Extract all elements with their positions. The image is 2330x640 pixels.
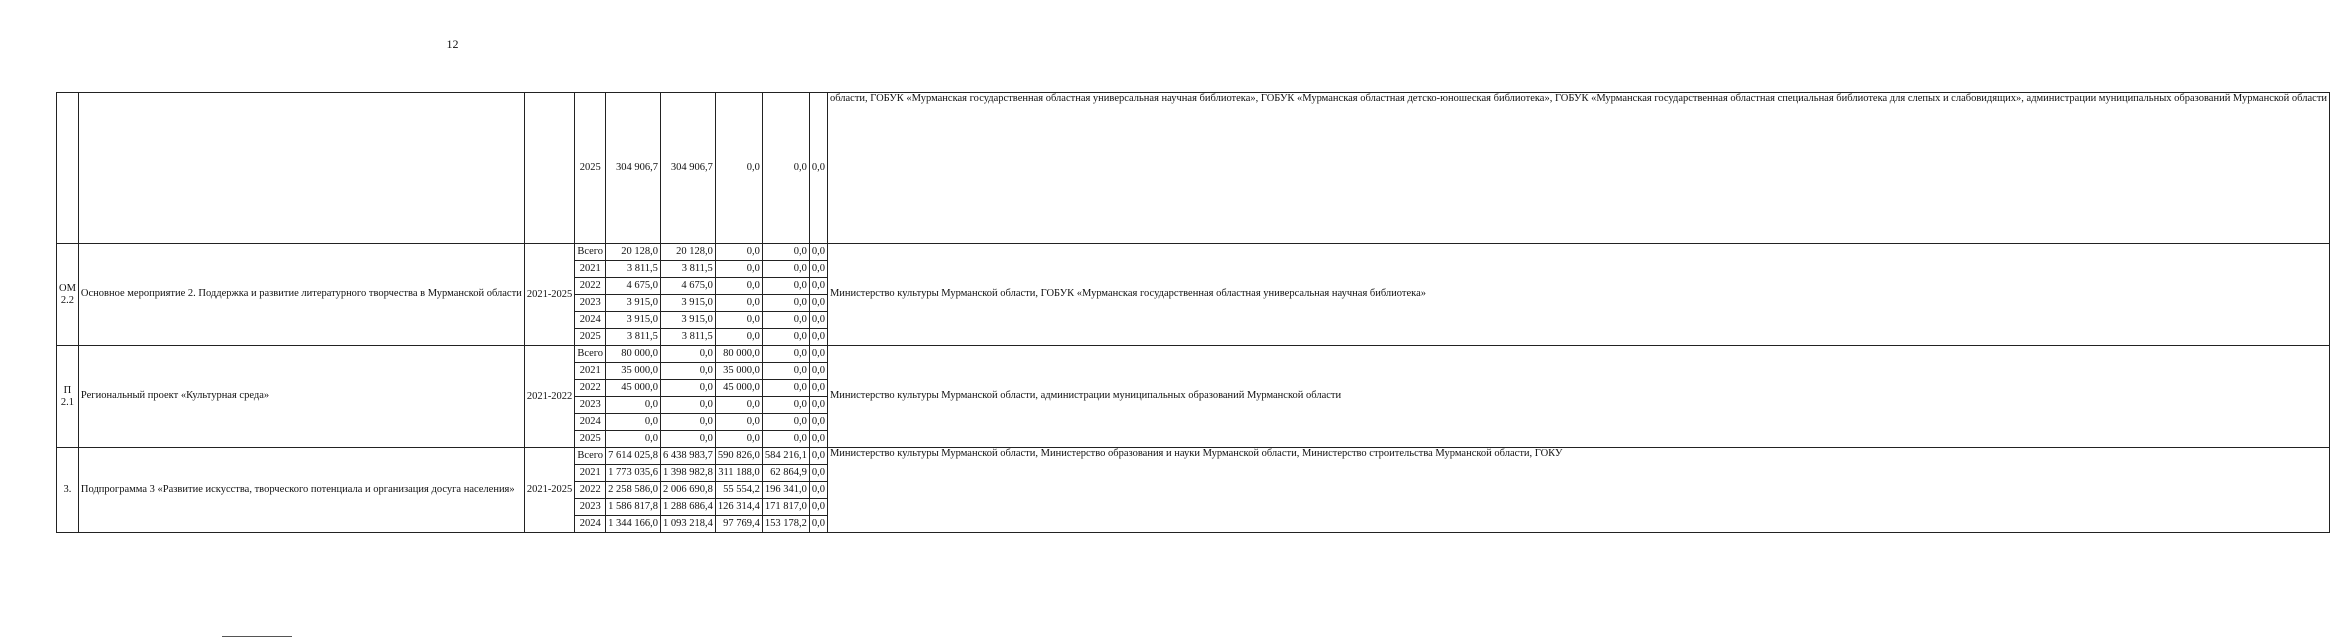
value-cell: 3 811,5: [606, 329, 661, 346]
value-cell: 0,0: [809, 346, 827, 363]
value-cell: 0,0: [762, 414, 809, 431]
value-cell: 0,0: [762, 431, 809, 448]
value-cell: 0,0: [660, 397, 715, 414]
year-cell: 2022: [575, 380, 606, 397]
value-cell: 80 000,0: [715, 346, 762, 363]
value-cell: 0,0: [762, 93, 809, 244]
year-cell: 2022: [575, 278, 606, 295]
year-cell: 2021: [575, 465, 606, 482]
value-cell: 0,0: [809, 380, 827, 397]
value-cell: 45 000,0: [606, 380, 661, 397]
value-cell: 2 006 690,8: [660, 482, 715, 499]
value-cell: 3 915,0: [606, 295, 661, 312]
value-cell: 0,0: [809, 516, 827, 533]
year-cell: Всего: [575, 346, 606, 363]
value-cell: 0,0: [762, 278, 809, 295]
value-cell: 0,0: [660, 346, 715, 363]
value-cell: 304 906,7: [660, 93, 715, 244]
value-cell: 0,0: [809, 261, 827, 278]
value-cell: 4 675,0: [606, 278, 661, 295]
value-cell: 0,0: [762, 261, 809, 278]
value-cell: 0,0: [762, 329, 809, 346]
value-cell: 1 288 686,4: [660, 499, 715, 516]
value-cell: 0,0: [762, 244, 809, 261]
value-cell: 0,0: [606, 414, 661, 431]
year-cell: 2021: [575, 363, 606, 380]
value-cell: 80 000,0: [606, 346, 661, 363]
value-cell: 0,0: [809, 397, 827, 414]
value-cell: 0,0: [660, 363, 715, 380]
value-cell: 62 864,9: [762, 465, 809, 482]
value-cell: 20 128,0: [606, 244, 661, 261]
value-cell: 1 398 982,8: [660, 465, 715, 482]
executor-cell: Министерство культуры Мурманской области, Министерство образования и науки Мурманской области, Министерство строительства Мурманской области, ГОКУ: [827, 448, 2329, 533]
value-cell: 0,0: [809, 329, 827, 346]
value-cell: 3 811,5: [606, 261, 661, 278]
value-cell: 97 769,4: [715, 516, 762, 533]
value-cell: 1 773 035,6: [606, 465, 661, 482]
value-cell: 0,0: [715, 244, 762, 261]
value-cell: 3 915,0: [606, 312, 661, 329]
value-cell: 0,0: [660, 380, 715, 397]
value-cell: 126 314,4: [715, 499, 762, 516]
value-cell: 0,0: [809, 482, 827, 499]
period-cell: 2021-2025: [524, 448, 575, 533]
value-cell: 0,0: [809, 448, 827, 465]
value-cell: 0,0: [715, 261, 762, 278]
value-cell: 0,0: [762, 397, 809, 414]
table-row: [57, 448, 2330, 465]
name-cell: Основное мероприятие 2. Поддержка и развитие литературного творчества в Мурманской области: [78, 244, 524, 346]
period-cell: 2021-2025: [524, 244, 575, 346]
name-cell: Подпрограмма 3 «Развитие искусства, творческого потенциала и организация досуга населения»: [78, 448, 524, 533]
value-cell: 0,0: [809, 244, 827, 261]
name-cell: [78, 93, 524, 244]
value-cell: 590 826,0: [715, 448, 762, 465]
value-cell: 2 258 586,0: [606, 482, 661, 499]
value-cell: 1 344 166,0: [606, 516, 661, 533]
value-cell: 7 614 025,8: [606, 448, 661, 465]
value-cell: 0,0: [809, 465, 827, 482]
year-cell: 2023: [575, 499, 606, 516]
year-cell: 2023: [575, 397, 606, 414]
value-cell: 0,0: [606, 397, 661, 414]
period-cell: 2021-2022: [524, 346, 575, 448]
value-cell: 3 811,5: [660, 261, 715, 278]
code-cell: [57, 93, 79, 244]
value-cell: 0,0: [606, 431, 661, 448]
year-cell: 2025: [575, 329, 606, 346]
value-cell: 0,0: [715, 312, 762, 329]
executor-cell: Министерство культуры Мурманской области, ГОБУК «Мурманская государственная областная универсальная научная библиотека»: [827, 244, 2329, 346]
page-number: 12: [446, 37, 459, 51]
year-cell: 2024: [575, 414, 606, 431]
executor-cell: Министерство культуры Мурманской области, администрации муниципальных образований Мурманской области: [827, 346, 2329, 448]
year-cell: 2022: [575, 482, 606, 499]
name-cell: Региональный проект «Культурная среда»: [78, 346, 524, 448]
year-cell: Всего: [575, 244, 606, 261]
year-cell: 2024: [575, 516, 606, 533]
value-cell: 1 586 817,8: [606, 499, 661, 516]
value-cell: 171 817,0: [762, 499, 809, 516]
footer-line: [222, 636, 292, 637]
value-cell: 311 188,0: [715, 465, 762, 482]
value-cell: 0,0: [715, 329, 762, 346]
year-cell: 2025: [575, 431, 606, 448]
value-cell: 1 093 218,4: [660, 516, 715, 533]
value-cell: 0,0: [762, 312, 809, 329]
table-row: [57, 244, 2330, 261]
value-cell: 0,0: [762, 295, 809, 312]
value-cell: 196 341,0: [762, 482, 809, 499]
value-cell: 153 178,2: [762, 516, 809, 533]
value-cell: 45 000,0: [715, 380, 762, 397]
value-cell: 584 216,1: [762, 448, 809, 465]
value-cell: 304 906,7: [606, 93, 661, 244]
value-cell: 0,0: [762, 380, 809, 397]
value-cell: 20 128,0: [660, 244, 715, 261]
year-cell: 2023: [575, 295, 606, 312]
value-cell: 0,0: [715, 93, 762, 244]
value-cell: 0,0: [809, 431, 827, 448]
table-body: [57, 93, 2330, 533]
value-cell: 0,0: [715, 397, 762, 414]
value-cell: 55 554,2: [715, 482, 762, 499]
value-cell: 0,0: [762, 346, 809, 363]
value-cell: 0,0: [660, 431, 715, 448]
value-cell: 0,0: [809, 499, 827, 516]
year-cell: 2021: [575, 261, 606, 278]
value-cell: 0,0: [715, 278, 762, 295]
value-cell: 0,0: [809, 278, 827, 295]
value-cell: 0,0: [809, 363, 827, 380]
table-row: [57, 346, 2330, 363]
value-cell: 4 675,0: [660, 278, 715, 295]
value-cell: 3 811,5: [660, 329, 715, 346]
code-cell: ОМ 2.2: [57, 244, 79, 346]
period-cell: [524, 93, 575, 244]
value-cell: 0,0: [809, 312, 827, 329]
value-cell: 3 915,0: [660, 295, 715, 312]
funding-table: [56, 92, 2330, 533]
value-cell: 0,0: [715, 414, 762, 431]
year-cell: Всего: [575, 448, 606, 465]
value-cell: 6 438 983,7: [660, 448, 715, 465]
table-row: [57, 93, 2330, 244]
value-cell: 0,0: [660, 414, 715, 431]
value-cell: 0,0: [809, 93, 827, 244]
value-cell: 0,0: [809, 414, 827, 431]
value-cell: 35 000,0: [606, 363, 661, 380]
value-cell: 0,0: [715, 295, 762, 312]
year-cell: 2024: [575, 312, 606, 329]
code-cell: П 2.1: [57, 346, 79, 448]
value-cell: 0,0: [762, 363, 809, 380]
value-cell: 35 000,0: [715, 363, 762, 380]
code-cell: 3.: [57, 448, 79, 533]
year-cell: 2025: [575, 93, 606, 244]
executor-cell: области, ГОБУК «Мурманская государственная областная универсальная научная библиотека», ГОБУК «Мурманская областная детско-юношеская библиотека», ГОБУК «Мурманская государственная областная специальная библиотека для слепых и слабовидящих», администрации муниципальных образований Мурманской области: [827, 93, 2329, 244]
value-cell: 0,0: [809, 295, 827, 312]
value-cell: 0,0: [715, 431, 762, 448]
value-cell: 3 915,0: [660, 312, 715, 329]
